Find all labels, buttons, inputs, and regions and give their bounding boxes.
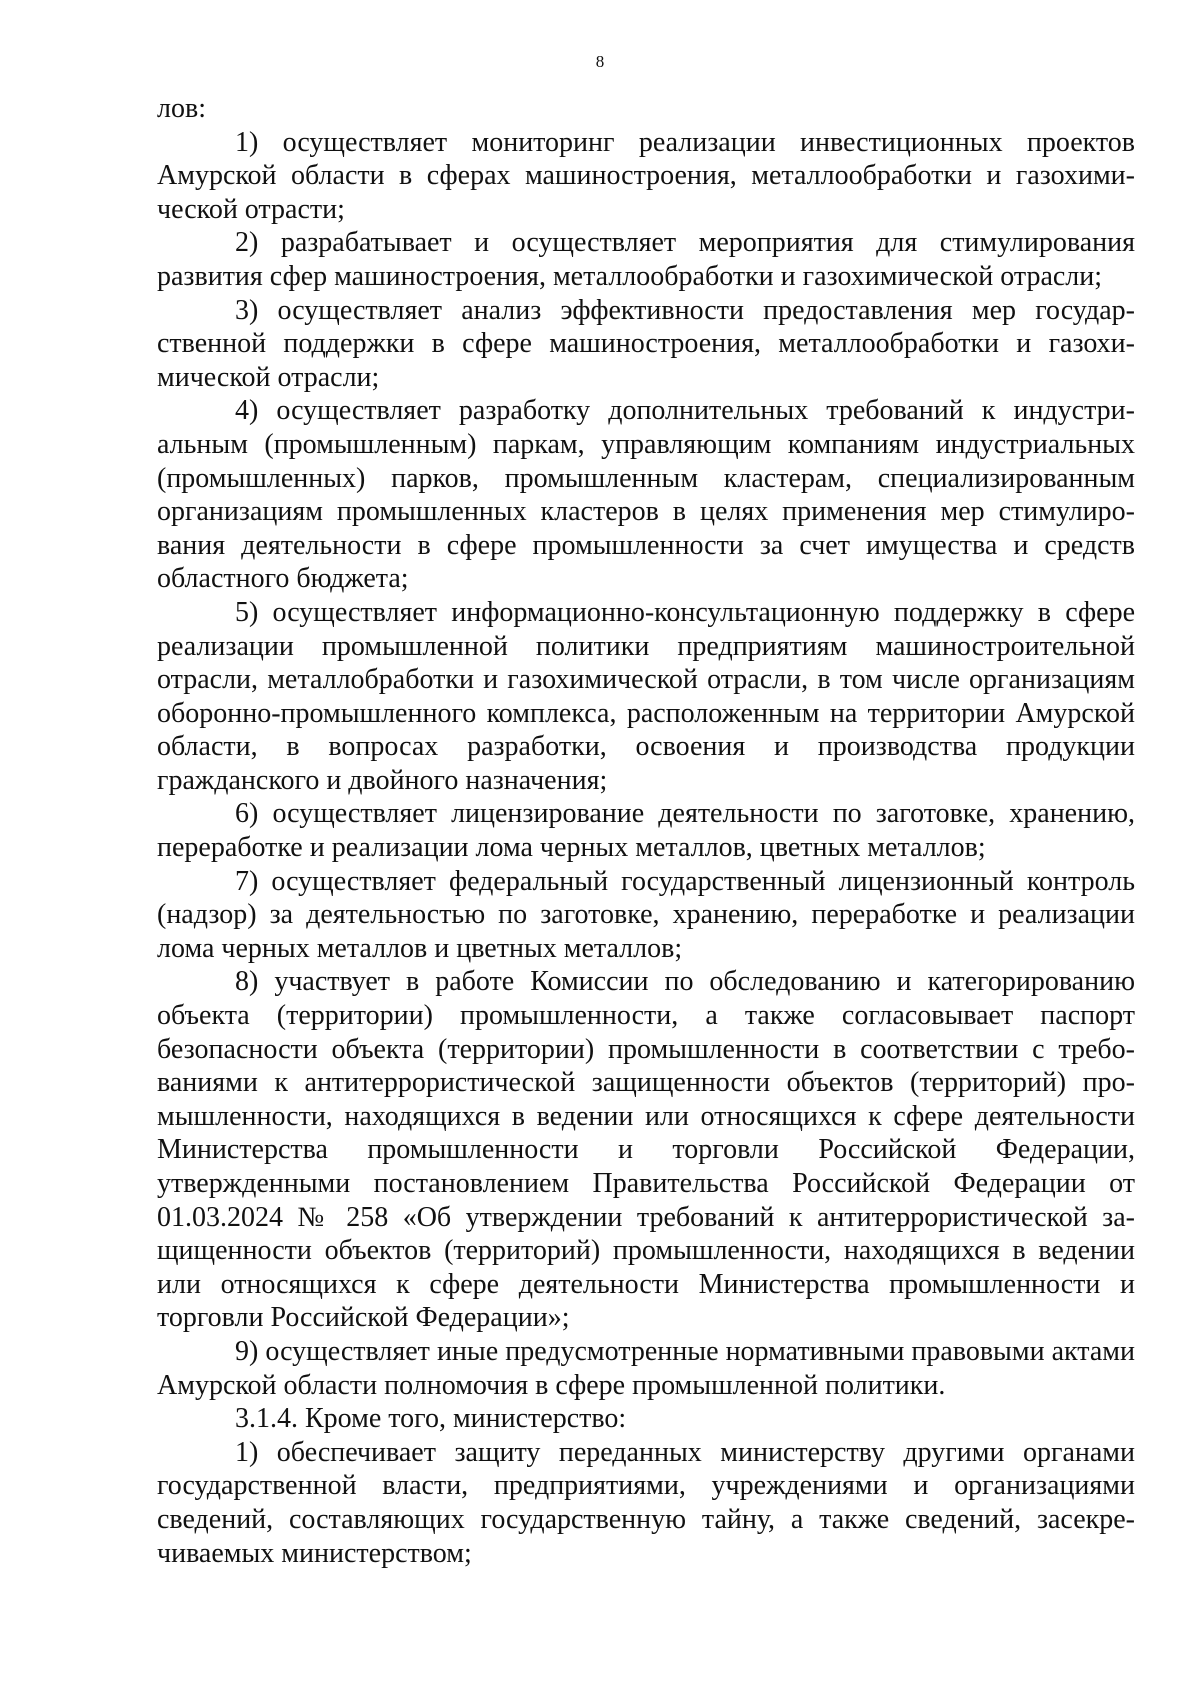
list-item-8-commission: 8) участвует в работе Комиссии по обследованию и категорированию объекта (территории) промышленности, а также согласовывает паспорт безопасности объекта (территории) промышленности в соответствии с требованиями к антитеррористической защищенности объектов (территорий) промышленности, находящихся в ведении или относящихся к сфере деятельности Министерства промышленности и торговли Российской Федерации, утвержденными постановлением Правительства Российской Федерации от 01.03.2024 № 258 «Об утверждении требований к антитеррористической защищенности объектов (территорий) промышленности, находящихся в ведении или относящихся к сфере деятельности Министерства промышленности и торговли Российской Федерации»; [157, 966, 1135, 1334]
list-item-7-control: 7) осуществляет федеральный государственный лицензионный контроль (надзор) за деятельностью по заготовке, хранению, переработке и реализации лома черных металлов и цветных металлов; [157, 865, 1135, 964]
list-item-3-analysis: 3) осуществляет анализ эффективности предоставления мер государственной поддержки в сфере машиностроения, металлообработки и газохимической отрасли; [157, 294, 1135, 393]
section-heading-3-1-4: 3.1.4. Кроме того, министерство: [235, 1403, 627, 1435]
list-item-1-state-secrets: 1) обеспечивает защиту переданных министерству другими органами государственной власти, предприятиями, учреждениями и организациями сведений, составляющих государственную тайну, а также сведений, засекречиваемых министерством; [157, 1436, 1135, 1569]
list-item-5-consulting: 5) осуществляет информационно-консультационную поддержку в сфере реализации промышленной политики предприятиям машиностроительной отрасли, металлобработки и газохимической отрасли, в том числе организациям оборонно-промышленного комплекса, расположенным на территории Амурской области, в вопросах разработки, освоения и производства продукции гражданского и двойного назначения; [157, 596, 1135, 796]
list-item-4-requirements: 4) осуществляет разработку дополнительных требований к индустриальным (промышленным) паркам, управляющим компаниям индустриальных (промышленных) парков, промышленным кластерам, специализированным организациям промышленных кластеров в целях применения мер стимулирования деятельности в сфере промышленности за счет имущества и средств областного бюджета; [157, 395, 1135, 595]
list-item-2-stimulation: 2) разрабатывает и осуществляет мероприятия для стимулирования развития сфер машиностроения, металлообработки и газохимической отрасли; [157, 227, 1135, 292]
list-item-9-other-powers: 9) осуществляет иные предусмотренные нормативными правовыми актами Амурской области полномочия в сфере промышленной политики. [157, 1335, 1135, 1401]
paragraph-continuation: лов: [157, 93, 206, 124]
page-number: 8 [595, 52, 605, 71]
document-body [157, 92, 1135, 1570]
list-item-6-licensing: 6) осуществляет лицензирование деятельности по заготовке, хранению, переработке и реализации лома черных металлов, цветных металлов; [157, 798, 1135, 864]
list-item-1-monitoring: 1) осуществляет мониторинг реализации инвестиционных проектов Амурской области в сферах машиностроения, металлообработки и газохимической отрасти; [157, 126, 1135, 225]
